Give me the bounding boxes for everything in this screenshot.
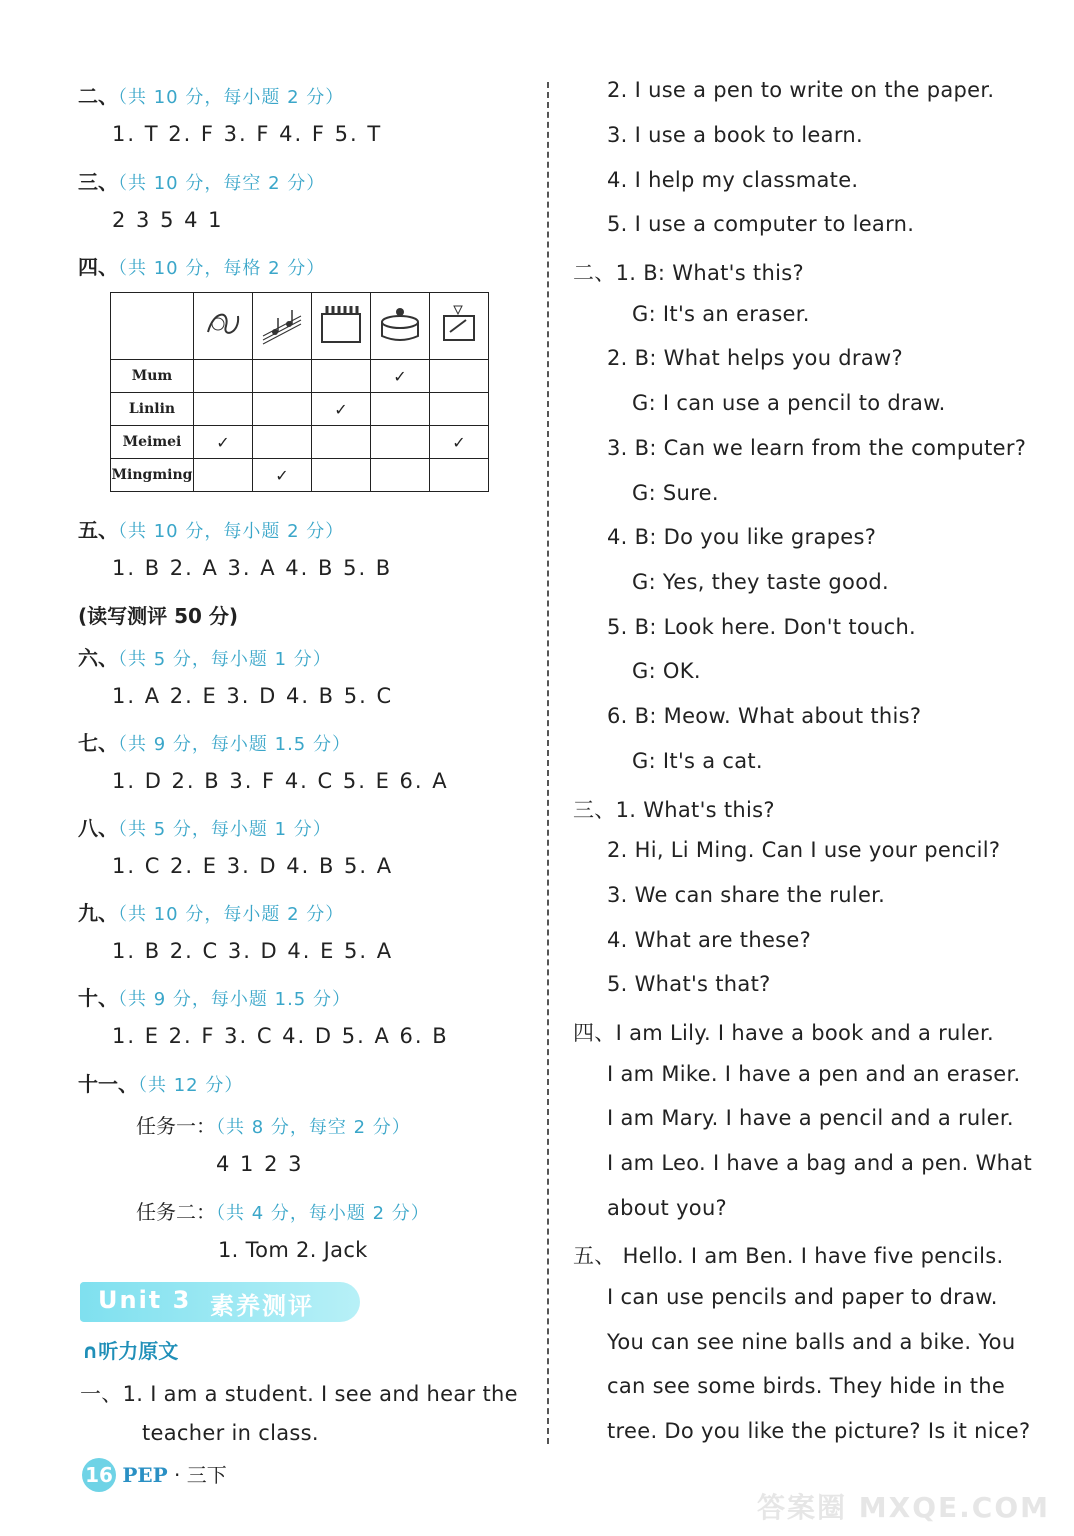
- right-text-line: 3. We can share the ruler.: [607, 883, 886, 907]
- right-text-line: 6. B: Meow. What about this?: [607, 704, 922, 728]
- task-1-answers: 4 1 2 3: [216, 1152, 304, 1176]
- section-7-header: 七、（共 9 分，每小题 1.5 分）: [78, 731, 351, 755]
- section-2-header: 二、（共 10 分，每小题 2 分）: [78, 84, 345, 108]
- table-row: Mum ✓: [111, 360, 489, 393]
- section-5-answers: 1. B 2. A 3. A 4. B 5. B: [112, 556, 393, 580]
- section-10-answers: 1. E 2. F 3. C 4. D 5. A 6. B: [112, 1024, 449, 1048]
- reading-writing-title: (读写测评 50 分): [78, 604, 239, 628]
- crayons-icon: [312, 293, 371, 360]
- right-text-line: G: Yes, they taste good.: [632, 570, 889, 594]
- answer-table: [110, 292, 489, 492]
- pep-label: PEP: [122, 1463, 168, 1487]
- music-notes-icon: [253, 293, 312, 360]
- listening-script-title: ∩听力原文: [82, 1339, 179, 1363]
- section-3-header: 三、（共 10 分，每空 2 分）: [78, 170, 326, 194]
- drawing-icon: [430, 293, 489, 360]
- right-text-line: G: It's an eraser.: [632, 302, 810, 326]
- section-4-header: 四、（共 10 分，每格 2 分）: [78, 255, 326, 279]
- section-7-answers: 1. D 2. B 3. F 4. C 5. E 6. A: [112, 769, 449, 793]
- right-text-line: 3. I use a book to learn.: [607, 123, 863, 147]
- right-text-line: 4. What are these?: [607, 928, 812, 952]
- task-1-header: 任务一：（共 8 分，每空 2 分）: [136, 1114, 411, 1138]
- section-8-answers: 1. C 2. E 3. D 4. B 5. A: [112, 854, 394, 878]
- section-5-header: 五、（共 10 分，每小题 2 分）: [78, 518, 345, 542]
- table-row: Mingming ✓: [111, 459, 489, 492]
- right-text-line: I can use pencils and paper to draw.: [607, 1285, 998, 1309]
- right-text-line: You can see nine balls and a bike. You: [607, 1330, 1016, 1354]
- unit-banner: [80, 1282, 360, 1322]
- right-text-line: G: I can use a pencil to draw.: [632, 391, 946, 415]
- right-text-line: 5. I use a computer to learn.: [607, 212, 915, 236]
- right-text-line: 四、I am Lily. I have a book and a ruler.: [573, 1021, 995, 1045]
- right-text-line: 2. I use a pen to write on the paper.: [607, 78, 995, 102]
- right-text-line: 三、1. What's this?: [573, 798, 775, 822]
- right-text-line: G: It's a cat.: [632, 749, 763, 773]
- column-divider: [547, 82, 549, 1444]
- section-9-header: 九、（共 10 分，每小题 2 分）: [78, 901, 345, 925]
- right-text-line: 3. B: Can we learn from the computer?: [607, 436, 1027, 460]
- banner-unit: Unit 3: [98, 1286, 192, 1314]
- left-text-line: 一、1. I am a student. I see and hear the: [80, 1382, 518, 1406]
- section-2-answers: 1. T 2. F 3. F 4. F 5. T: [112, 122, 383, 146]
- right-text-line: I am Mike. I have a pen and an eraser.: [607, 1062, 1021, 1086]
- table-row: Linlin ✓: [111, 393, 489, 426]
- section-8-header: 八、（共 5 分，每小题 1 分）: [78, 816, 332, 840]
- section-3-answers: 2 3 5 4 1: [112, 208, 224, 232]
- page-footer: [82, 1458, 227, 1492]
- right-text-line: tree. Do you like the picture? Is it nice?: [607, 1419, 1031, 1443]
- task-2-answers: 1. Tom 2. Jack: [218, 1238, 368, 1262]
- right-text-line: I am Leo. I have a bag and a pen. What: [607, 1151, 1032, 1175]
- right-text-line: 二、1. B: What's this?: [573, 261, 804, 285]
- section-6-header: 六、（共 5 分，每小题 1 分）: [78, 646, 332, 670]
- right-text-line: 5. What's that?: [607, 972, 771, 996]
- section-10-header: 十、（共 9 分，每小题 1.5 分）: [78, 986, 351, 1010]
- right-text-line: 2. Hi, Li Ming. Can I use your pencil?: [607, 838, 1001, 862]
- right-text-line: I am Mary. I have a pencil and a ruler.: [607, 1106, 1014, 1130]
- right-text-line: G: Sure.: [632, 481, 719, 505]
- right-text-line: can see some birds. They hide in the: [607, 1374, 1006, 1398]
- right-text-line: about you?: [607, 1196, 727, 1220]
- headphones-icon: ∩: [82, 1339, 99, 1363]
- watermark: 答案圈 MXQE.COM: [757, 1491, 1050, 1524]
- ribbon-icon: [194, 293, 253, 360]
- table-corner: [111, 293, 194, 360]
- right-text-line: 五、 Hello. I am Ben. I have five pencils.: [573, 1244, 1004, 1268]
- table-row: Meimei ✓ ✓: [111, 426, 489, 459]
- left-text-line: teacher in class.: [142, 1421, 319, 1445]
- banner-title: 素养测评: [210, 1292, 314, 1320]
- grade-label: · 三下: [174, 1463, 227, 1487]
- cake-icon: [371, 293, 430, 360]
- right-text-line: 2. B: What helps you draw?: [607, 346, 903, 370]
- section-11-header: 十一、（共 12 分）: [78, 1072, 244, 1096]
- section-9-answers: 1. B 2. C 3. D 4. E 5. A: [112, 939, 394, 963]
- page-number: 16: [82, 1458, 116, 1492]
- section-6-answers: 1. A 2. E 3. D 4. B 5. C: [112, 684, 394, 708]
- right-text-line: 4. B: Do you like grapes?: [607, 525, 877, 549]
- right-text-line: 5. B: Look here. Don't touch.: [607, 615, 917, 639]
- task-2-header: 任务二：（共 4 分，每小题 2 分）: [136, 1200, 430, 1224]
- right-text-line: G: OK.: [632, 659, 701, 683]
- right-text-line: 4. I help my classmate.: [607, 168, 859, 192]
